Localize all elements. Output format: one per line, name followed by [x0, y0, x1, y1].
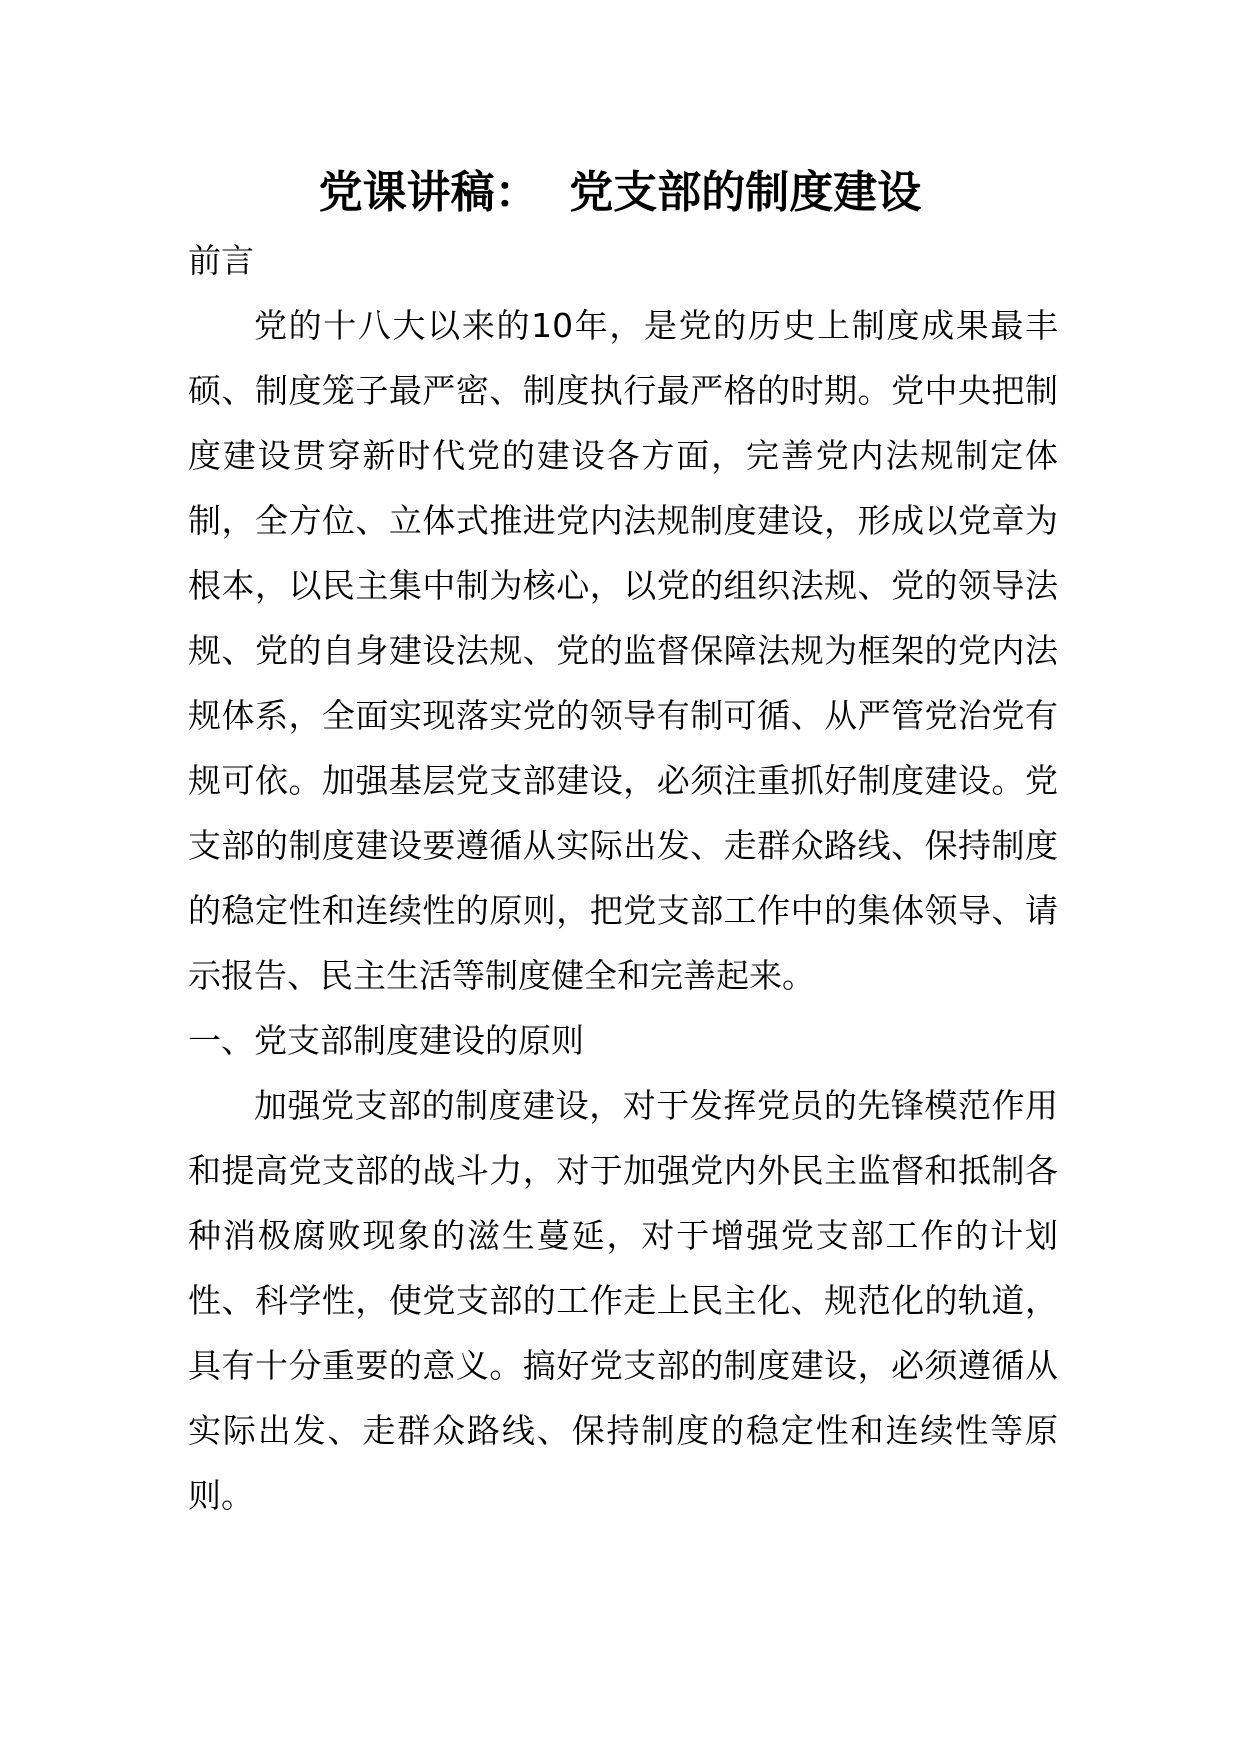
page-title: 党课讲稿： 党支部的制度建设	[318, 167, 922, 218]
preface-paragraph: 党的十八大以来的10年，是党的历史上制度成果最丰硕、制度笼子最严密、制度执行最严格的时期。党中央把制度建设贯穿新时代党的建设各方面，完善党内法规制定体制，全方位、立体式推进党内法规制度建设，形成以党章为根本，以民主集中制为核心，以党的组织法规、党的领导法规、党的自身建设法规、党的监督保障法规为框架的党内法规体系，全面实现落实党的领导有制可循、从严管党治党有规可依。加强基层党支部建设，必须注重抓好制度建设。党支部的制度建设要遵循从实际出发、走群众路线、保持制度的稳定性和连续性的原则，把党支部工作中的集体领导、请示报告、民主生活等制度健全和完善起来。	[188, 306, 1058, 995]
document-body	[188, 228, 1058, 1528]
section-heading-preface: 前言	[188, 241, 254, 280]
section-heading-principles: 一、党支部制度建设的原则	[188, 1021, 584, 1060]
principles-paragraph: 加强党支部的制度建设，对于发挥党员的先锋模范作用和提高党支部的战斗力，对于加强党内外民主监督和抵制各种消极腐败现象的滋生蔓延，对于增强党支部工作的计划性、科学性，使党支部的工作走上民主化、规范化的轨道，具有十分重要的意义。搞好党支部的制度建设，必须遵循从实际出发、走群众路线、保持制度的稳定性和连续性等原则。	[188, 1086, 1058, 1515]
